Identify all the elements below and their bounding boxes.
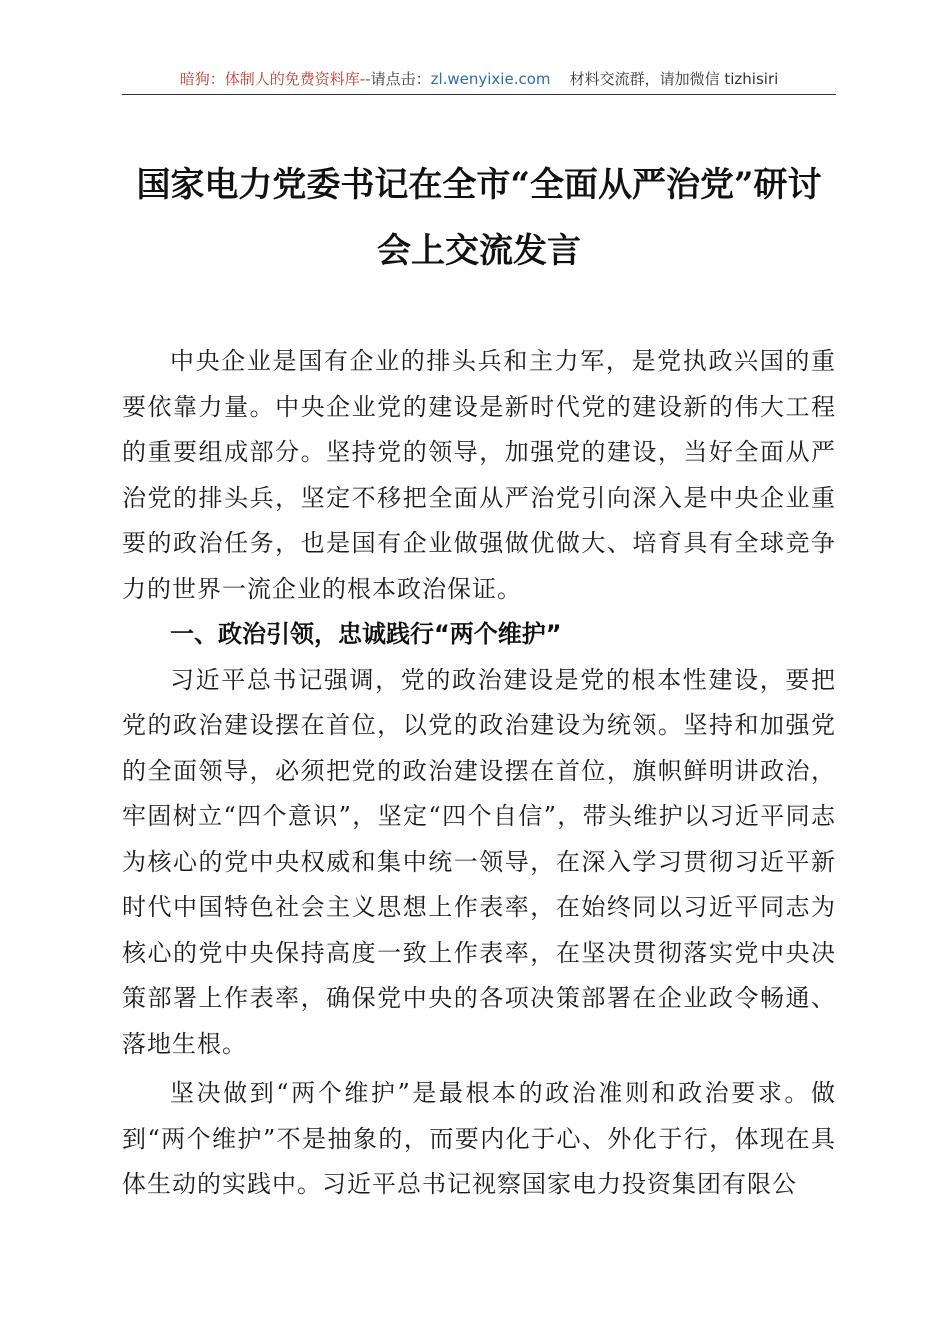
paragraph-political-building: 习近平总书记强调，党的政治建设是党的根本性建设，要把党的政治建设摆在首位，以党的政治建设为统领。坚持和加强党的全面领导，必须把党的政治建设摆在首位，旗帜鲜明讲政治，牢固树立“四个意识”，坚定“四个自信”，带头维护以习近平同志为核心的党中央权威和集中统一领导，在深入学习贯彻习近平新时代中国特色社会主义思想上作表率，在始终同以习近平同志为核心的党中央保持高度一致上作表率，在坚决贯彻落实党中央决策部署上作表率，确保党中央的各项决策部署在企业政令畅通、落地生根。 xyxy=(122,665,836,1058)
header-brand-text: 暗狗：体制人的免费资料库 xyxy=(179,70,360,88)
document-body xyxy=(122,339,836,1208)
paragraph-intro: 中央企业是国有企业的排头兵和主力军，是党执政兴国的重要依靠力量。中央企业党的建设是新时代党的建设新的伟大工程的重要组成部分。坚持党的领导，加强党的建设，当好全面从严治党的排头兵，坚定不移把全面从严治党引向深入是中央企业重要的政治任务，也是国有企业做强做优做大、培育具有全球竞争力的世界一流企业的根本政治保证。 xyxy=(122,347,836,603)
header-url-link[interactable]: zl.wenyixie.com xyxy=(430,70,551,88)
header-prompt: 请点击： xyxy=(370,70,431,88)
document-title: 国家电力党委书记在全市“全面从严治党”研讨会上交流发言 xyxy=(136,165,822,271)
header-wechat-text: 材料交流群，请加微信 tizhisiri xyxy=(569,70,779,88)
paragraph-two-safeguards: 坚决做到“两个维护”是最根本的政治准则和政治要求。做到“两个维护”不是抽象的，而要内化于心、外化于行，体现在具体生动的实践中。习近平总书记视察国家电力投资集团有限公 xyxy=(122,1079,836,1198)
header-separator: -- xyxy=(359,70,371,88)
page-header xyxy=(122,64,836,95)
section-heading-1: 一、政治引领，忠诚践行“两个维护” xyxy=(170,620,562,648)
